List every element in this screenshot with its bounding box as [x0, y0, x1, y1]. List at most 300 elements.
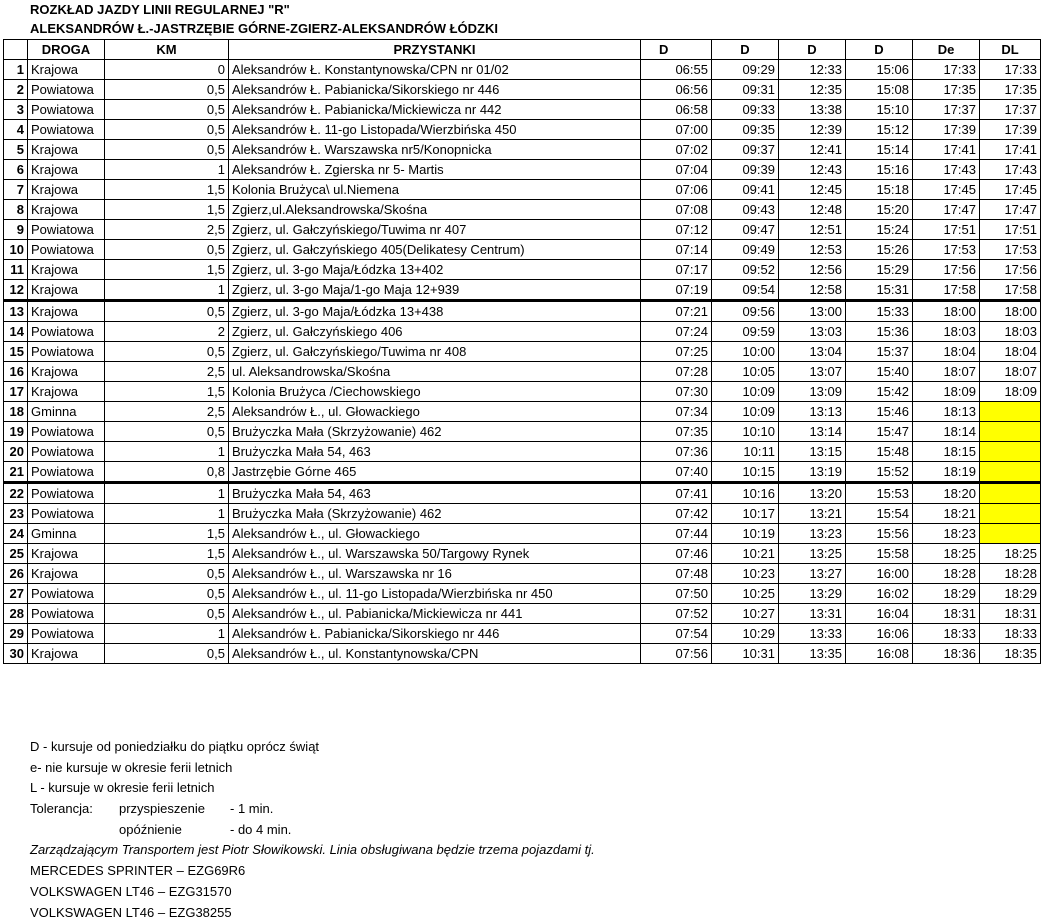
time-cell-3: 13:27: [779, 564, 846, 584]
time-cell-6: 18:09: [980, 382, 1041, 402]
time-cell-3: 12:51: [779, 220, 846, 240]
table-row: [4, 260, 1041, 280]
table-row: [4, 624, 1041, 644]
time-cell-6: 17:39: [980, 120, 1041, 140]
time-cell-1: 07:21: [641, 301, 712, 322]
row-number: 5: [4, 140, 28, 160]
time-cell-3: 12:33: [779, 60, 846, 80]
table-row: [4, 504, 1041, 524]
km-cell: 1: [105, 160, 229, 180]
road-type-cell: Powiatowa: [28, 604, 105, 624]
time-cell-4: 15:16: [846, 160, 913, 180]
time-cell-6: 17:37: [980, 100, 1041, 120]
time-cell-6: 18:35: [980, 644, 1041, 664]
time-cell-5: 17:41: [913, 140, 980, 160]
row-number: 22: [4, 483, 28, 504]
road-type-cell: Powiatowa: [28, 342, 105, 362]
stop-name-cell: Aleksandrów Ł. 11-go Listopada/Wierzbińska 450: [229, 120, 641, 140]
table-row: [4, 100, 1041, 120]
time-cell-5: 17:58: [913, 280, 980, 301]
road-type-cell: Krajowa: [28, 544, 105, 564]
time-cell-1: 07:54: [641, 624, 712, 644]
row-number: 25: [4, 544, 28, 564]
time-cell-1: 07:08: [641, 200, 712, 220]
time-cell-2: 09:54: [712, 280, 779, 301]
time-cell-6: 18:07: [980, 362, 1041, 382]
note-manager: Zarządzającym Transportem jest Piotr Słowikowski. Linia obsługiwana będzie trzema pojazdami tj.: [30, 842, 595, 858]
table-row: [4, 120, 1041, 140]
time-cell-5: 18:23: [913, 524, 980, 544]
stop-name-cell: Brużyczka Mała (Skrzyżowanie) 462: [229, 504, 641, 524]
row-number: 29: [4, 624, 28, 644]
time-cell-5: 17:37: [913, 100, 980, 120]
header-time-col-3: D: [779, 40, 846, 60]
vehicle-3: VOLKSWAGEN LT46 – EZG38255: [30, 904, 232, 920]
time-cell-6: 17:53: [980, 240, 1041, 260]
time-cell-5: 17:33: [913, 60, 980, 80]
row-number: 3: [4, 100, 28, 120]
header-time-col-4: D: [846, 40, 913, 60]
km-cell: 2,5: [105, 402, 229, 422]
road-type-cell: Krajowa: [28, 260, 105, 280]
time-cell-3: 13:33: [779, 624, 846, 644]
table-row: [4, 402, 1041, 422]
time-cell-2: 09:37: [712, 140, 779, 160]
row-number: 17: [4, 382, 28, 402]
time-cell-6: 17:35: [980, 80, 1041, 100]
table-row: [4, 362, 1041, 382]
row-number: 24: [4, 524, 28, 544]
road-type-cell: Krajowa: [28, 140, 105, 160]
time-cell-2: 09:33: [712, 100, 779, 120]
header-time-col-2: D: [712, 40, 779, 60]
time-cell-3: 13:03: [779, 322, 846, 342]
row-number: 1: [4, 60, 28, 80]
time-cell-3: 13:14: [779, 422, 846, 442]
row-number: 27: [4, 584, 28, 604]
road-type-cell: Krajowa: [28, 180, 105, 200]
table-row: [4, 442, 1041, 462]
time-cell-1: 07:17: [641, 260, 712, 280]
road-type-cell: Powiatowa: [28, 584, 105, 604]
time-cell-3: 12:39: [779, 120, 846, 140]
time-cell-5: 17:35: [913, 80, 980, 100]
time-cell-1: 07:40: [641, 462, 712, 483]
time-cell-6: 18:04: [980, 342, 1041, 362]
time-cell-3: 12:41: [779, 140, 846, 160]
time-cell-1: 07:50: [641, 584, 712, 604]
time-cell-5: 18:19: [913, 462, 980, 483]
time-cell-5: 18:25: [913, 544, 980, 564]
stop-name-cell: Aleksandrów Ł., ul. Warszawska nr 16: [229, 564, 641, 584]
km-cell: 1,5: [105, 382, 229, 402]
table-row: [4, 160, 1041, 180]
time-cell-2: 09:56: [712, 301, 779, 322]
time-cell-6: [980, 402, 1041, 422]
note-d: D - kursuje od poniedziałku do piątku oprócz świąt: [30, 739, 320, 754]
km-cell: 1,5: [105, 524, 229, 544]
stop-name-cell: ul. Aleksandrowska/Skośna: [229, 362, 641, 382]
time-cell-2: 09:39: [712, 160, 779, 180]
time-cell-4: 15:24: [846, 220, 913, 240]
time-cell-1: 07:14: [641, 240, 712, 260]
road-type-cell: Powiatowa: [28, 422, 105, 442]
time-cell-1: 07:44: [641, 524, 712, 544]
time-cell-6: 18:33: [980, 624, 1041, 644]
row-number: 10: [4, 240, 28, 260]
table-row: [4, 382, 1041, 402]
time-cell-1: 07:35: [641, 422, 712, 442]
road-type-cell: Powiatowa: [28, 624, 105, 644]
time-cell-6: [980, 504, 1041, 524]
note-tolerance: [30, 799, 595, 820]
km-cell: 0,5: [105, 604, 229, 624]
stop-name-cell: Zgierz, ul. 3-go Maja/Łódzka 13+438: [229, 301, 641, 322]
time-cell-2: 10:27: [712, 604, 779, 624]
km-cell: 1: [105, 280, 229, 301]
header-road: DROGA: [28, 40, 105, 60]
road-type-cell: Powiatowa: [28, 504, 105, 524]
time-cell-4: 15:54: [846, 504, 913, 524]
legend-notes: [30, 737, 595, 923]
row-number: 16: [4, 362, 28, 382]
time-cell-6: 18:03: [980, 322, 1041, 342]
stop-name-cell: Aleksandrów Ł., ul. Głowackiego: [229, 524, 641, 544]
delay-label: opóźnienie: [119, 821, 182, 837]
stop-name-cell: Zgierz, ul. 3-go Maja/1-go Maja 12+939: [229, 280, 641, 301]
table-row: [4, 200, 1041, 220]
time-cell-4: 15:36: [846, 322, 913, 342]
road-type-cell: Gminna: [28, 402, 105, 422]
time-cell-1: 07:25: [641, 342, 712, 362]
road-type-cell: Powiatowa: [28, 80, 105, 100]
time-cell-2: 09:43: [712, 200, 779, 220]
road-type-cell: Gminna: [28, 524, 105, 544]
km-cell: 0,8: [105, 462, 229, 483]
stop-name-cell: Brużyczka Mała (Skrzyżowanie) 462: [229, 422, 641, 442]
speedup-value: - 1 min.: [230, 801, 274, 817]
time-cell-6: 17:56: [980, 260, 1041, 280]
timetable-header: [4, 40, 1041, 60]
time-cell-4: 16:00: [846, 564, 913, 584]
timetable: [3, 39, 1041, 664]
time-cell-1: 07:46: [641, 544, 712, 564]
stop-name-cell: Aleksandrów Ł., ul. 11-go Listopada/Wierzbińska nr 450: [229, 584, 641, 604]
note-l: L - kursuje w okresie ferii letnich: [30, 780, 215, 796]
km-cell: 2,5: [105, 362, 229, 382]
table-row: [4, 60, 1041, 80]
time-cell-4: 15:20: [846, 200, 913, 220]
time-cell-1: 07:56: [641, 644, 712, 664]
road-type-cell: Krajowa: [28, 60, 105, 80]
time-cell-5: 17:53: [913, 240, 980, 260]
time-cell-5: 17:45: [913, 180, 980, 200]
time-cell-5: 18:36: [913, 644, 980, 664]
header-time-col-6: DL: [980, 40, 1041, 60]
time-cell-5: 18:07: [913, 362, 980, 382]
time-cell-5: 18:04: [913, 342, 980, 362]
km-cell: 0,5: [105, 80, 229, 100]
note-e: e- nie kursuje w okresie ferii letnich: [30, 759, 233, 775]
time-cell-1: 06:58: [641, 100, 712, 120]
tolerance-label: Tolerancja:: [30, 801, 93, 817]
km-cell: 1,5: [105, 544, 229, 564]
time-cell-5: 17:56: [913, 260, 980, 280]
time-cell-3: 13:29: [779, 584, 846, 604]
time-cell-2: 09:35: [712, 120, 779, 140]
time-cell-4: 15:18: [846, 180, 913, 200]
time-cell-1: 07:36: [641, 442, 712, 462]
time-cell-6: 17:47: [980, 200, 1041, 220]
row-number: 12: [4, 280, 28, 301]
table-row: [4, 462, 1041, 483]
time-cell-2: 09:59: [712, 322, 779, 342]
time-cell-4: 15:10: [846, 100, 913, 120]
km-cell: 1,5: [105, 260, 229, 280]
road-type-cell: Powiatowa: [28, 120, 105, 140]
time-cell-3: 13:19: [779, 462, 846, 483]
row-number: 18: [4, 402, 28, 422]
time-cell-3: 13:23: [779, 524, 846, 544]
table-row: [4, 280, 1041, 301]
vehicle-2: VOLKSWAGEN LT46 – EZG31570: [30, 883, 232, 899]
time-cell-4: 16:04: [846, 604, 913, 624]
stop-name-cell: Kolonia Brużyca /Ciechowskiego: [229, 382, 641, 402]
time-cell-4: 15:42: [846, 382, 913, 402]
time-cell-1: 07:28: [641, 362, 712, 382]
time-cell-2: 10:00: [712, 342, 779, 362]
km-cell: 0,5: [105, 422, 229, 442]
table-row: [4, 604, 1041, 624]
time-cell-2: 10:05: [712, 362, 779, 382]
time-cell-4: 15:37: [846, 342, 913, 362]
header-time-col-5: De: [913, 40, 980, 60]
time-cell-3: 13:35: [779, 644, 846, 664]
time-cell-5: 18:29: [913, 584, 980, 604]
header-km: KM: [105, 40, 229, 60]
table-row: [4, 220, 1041, 240]
time-cell-3: 12:45: [779, 180, 846, 200]
row-number: 23: [4, 504, 28, 524]
time-cell-4: 15:40: [846, 362, 913, 382]
table-row: [4, 301, 1041, 322]
time-cell-3: 13:20: [779, 483, 846, 504]
time-cell-1: 07:48: [641, 564, 712, 584]
time-cell-2: 10:15: [712, 462, 779, 483]
time-cell-3: 13:07: [779, 362, 846, 382]
time-cell-5: 18:14: [913, 422, 980, 442]
table-row: [4, 180, 1041, 200]
time-cell-3: 12:56: [779, 260, 846, 280]
row-number: 19: [4, 422, 28, 442]
time-cell-3: 13:38: [779, 100, 846, 120]
road-type-cell: Krajowa: [28, 644, 105, 664]
time-cell-3: 12:53: [779, 240, 846, 260]
time-cell-5: 18:33: [913, 624, 980, 644]
stop-name-cell: Zgierz, ul. Gałczyńskiego/Tuwima nr 407: [229, 220, 641, 240]
time-cell-3: 12:58: [779, 280, 846, 301]
time-cell-5: 18:03: [913, 322, 980, 342]
stop-name-cell: Aleksandrów Ł., ul. Pabianicka/Mickiewicza nr 441: [229, 604, 641, 624]
km-cell: 0,5: [105, 644, 229, 664]
time-cell-1: 07:06: [641, 180, 712, 200]
table-row: [4, 240, 1041, 260]
stop-name-cell: Zgierz,ul.Aleksandrowska/Skośna: [229, 200, 641, 220]
time-cell-2: 09:31: [712, 80, 779, 100]
road-type-cell: Krajowa: [28, 362, 105, 382]
time-cell-5: 18:13: [913, 402, 980, 422]
time-cell-2: 10:09: [712, 402, 779, 422]
time-cell-1: 06:55: [641, 60, 712, 80]
header-number: [4, 40, 28, 60]
time-cell-2: 09:49: [712, 240, 779, 260]
time-cell-4: 15:53: [846, 483, 913, 504]
time-cell-2: 10:11: [712, 442, 779, 462]
table-row: [4, 422, 1041, 442]
time-cell-2: 09:29: [712, 60, 779, 80]
time-cell-5: 18:21: [913, 504, 980, 524]
stop-name-cell: Kolonia Brużyca\ ul.Niemena: [229, 180, 641, 200]
time-cell-5: 17:47: [913, 200, 980, 220]
note-delay: [30, 820, 595, 841]
row-number: 20: [4, 442, 28, 462]
km-cell: 2,5: [105, 220, 229, 240]
time-cell-4: 15:31: [846, 280, 913, 301]
table-row: [4, 644, 1041, 664]
row-number: 2: [4, 80, 28, 100]
time-cell-6: 17:41: [980, 140, 1041, 160]
time-cell-4: 15:56: [846, 524, 913, 544]
time-cell-4: 15:26: [846, 240, 913, 260]
time-cell-4: 15:08: [846, 80, 913, 100]
time-cell-6: [980, 483, 1041, 504]
time-cell-2: 10:29: [712, 624, 779, 644]
time-cell-2: 10:23: [712, 564, 779, 584]
time-cell-3: 12:48: [779, 200, 846, 220]
km-cell: 0,5: [105, 240, 229, 260]
road-type-cell: Krajowa: [28, 382, 105, 402]
time-cell-6: [980, 422, 1041, 442]
stop-name-cell: Aleksandrów Ł. Zgierska nr 5- Martis: [229, 160, 641, 180]
time-cell-5: 18:09: [913, 382, 980, 402]
road-type-cell: Powiatowa: [28, 240, 105, 260]
road-type-cell: Krajowa: [28, 301, 105, 322]
time-cell-6: 18:29: [980, 584, 1041, 604]
time-cell-3: 12:35: [779, 80, 846, 100]
table-row: [4, 564, 1041, 584]
table-row: [4, 80, 1041, 100]
km-cell: 1,5: [105, 180, 229, 200]
row-number: 28: [4, 604, 28, 624]
time-cell-6: 18:25: [980, 544, 1041, 564]
speedup-label: przyspieszenie: [119, 801, 205, 817]
road-type-cell: Krajowa: [28, 280, 105, 301]
time-cell-4: 15:33: [846, 301, 913, 322]
road-type-cell: Krajowa: [28, 200, 105, 220]
time-cell-1: 07:52: [641, 604, 712, 624]
row-number: 8: [4, 200, 28, 220]
stop-name-cell: Aleksandrów Ł. Konstantynowska/CPN nr 01/02: [229, 60, 641, 80]
stop-name-cell: Aleksandrów Ł. Warszawska nr5/Konopnicka: [229, 140, 641, 160]
time-cell-1: 07:12: [641, 220, 712, 240]
stop-name-cell: Brużyczka Mała 54, 463: [229, 483, 641, 504]
time-cell-1: 07:19: [641, 280, 712, 301]
time-cell-2: 10:19: [712, 524, 779, 544]
row-number: 14: [4, 322, 28, 342]
time-cell-3: 12:43: [779, 160, 846, 180]
time-cell-4: 15:58: [846, 544, 913, 564]
km-cell: 0: [105, 60, 229, 80]
stop-name-cell: Aleksandrów Ł. Pabianicka/Sikorskiego nr 446: [229, 80, 641, 100]
road-type-cell: Powiatowa: [28, 322, 105, 342]
time-cell-4: 15:14: [846, 140, 913, 160]
stop-name-cell: Brużyczka Mała 54, 463: [229, 442, 641, 462]
table-row: [4, 140, 1041, 160]
time-cell-4: 15:48: [846, 442, 913, 462]
row-number: 13: [4, 301, 28, 322]
table-row: [4, 584, 1041, 604]
time-cell-5: 18:28: [913, 564, 980, 584]
time-cell-4: 15:06: [846, 60, 913, 80]
stop-name-cell: Jastrzębie Górne 465: [229, 462, 641, 483]
time-cell-6: 18:31: [980, 604, 1041, 624]
time-cell-5: 18:20: [913, 483, 980, 504]
km-cell: 2: [105, 322, 229, 342]
road-type-cell: Krajowa: [28, 160, 105, 180]
time-cell-1: 06:56: [641, 80, 712, 100]
time-cell-3: 13:15: [779, 442, 846, 462]
time-cell-4: 16:06: [846, 624, 913, 644]
time-cell-6: [980, 442, 1041, 462]
time-cell-6: 17:51: [980, 220, 1041, 240]
road-type-cell: Krajowa: [28, 564, 105, 584]
time-cell-2: 09:52: [712, 260, 779, 280]
time-cell-5: 18:15: [913, 442, 980, 462]
row-number: 9: [4, 220, 28, 240]
time-cell-1: 07:41: [641, 483, 712, 504]
header-time-col-1: D: [641, 40, 712, 60]
km-cell: 1: [105, 504, 229, 524]
table-row: [4, 322, 1041, 342]
row-number: 7: [4, 180, 28, 200]
row-number: 21: [4, 462, 28, 483]
table-row: [4, 483, 1041, 504]
km-cell: 0,5: [105, 140, 229, 160]
time-cell-1: 07:04: [641, 160, 712, 180]
stop-name-cell: Aleksandrów Ł., ul. Warszawska 50/Targowy Rynek: [229, 544, 641, 564]
time-cell-5: 17:39: [913, 120, 980, 140]
header-stops: PRZYSTANKI: [229, 40, 641, 60]
stop-name-cell: Aleksandrów Ł. Pabianicka/Sikorskiego nr 446: [229, 624, 641, 644]
time-cell-4: 15:52: [846, 462, 913, 483]
time-cell-4: 15:12: [846, 120, 913, 140]
time-cell-3: 13:09: [779, 382, 846, 402]
km-cell: 0,5: [105, 120, 229, 140]
km-cell: 1: [105, 483, 229, 504]
time-cell-6: 17:43: [980, 160, 1041, 180]
row-number: 15: [4, 342, 28, 362]
time-cell-2: 10:16: [712, 483, 779, 504]
vehicle-1: MERCEDES SPRINTER – EZG69R6: [30, 863, 246, 879]
time-cell-2: 09:41: [712, 180, 779, 200]
time-cell-6: 17:45: [980, 180, 1041, 200]
time-cell-5: 17:51: [913, 220, 980, 240]
time-cell-5: 18:31: [913, 604, 980, 624]
km-cell: 0,5: [105, 564, 229, 584]
time-cell-3: 13:00: [779, 301, 846, 322]
road-type-cell: Powiatowa: [28, 483, 105, 504]
stop-name-cell: Zgierz, ul. Gałczyńskiego 406: [229, 322, 641, 342]
